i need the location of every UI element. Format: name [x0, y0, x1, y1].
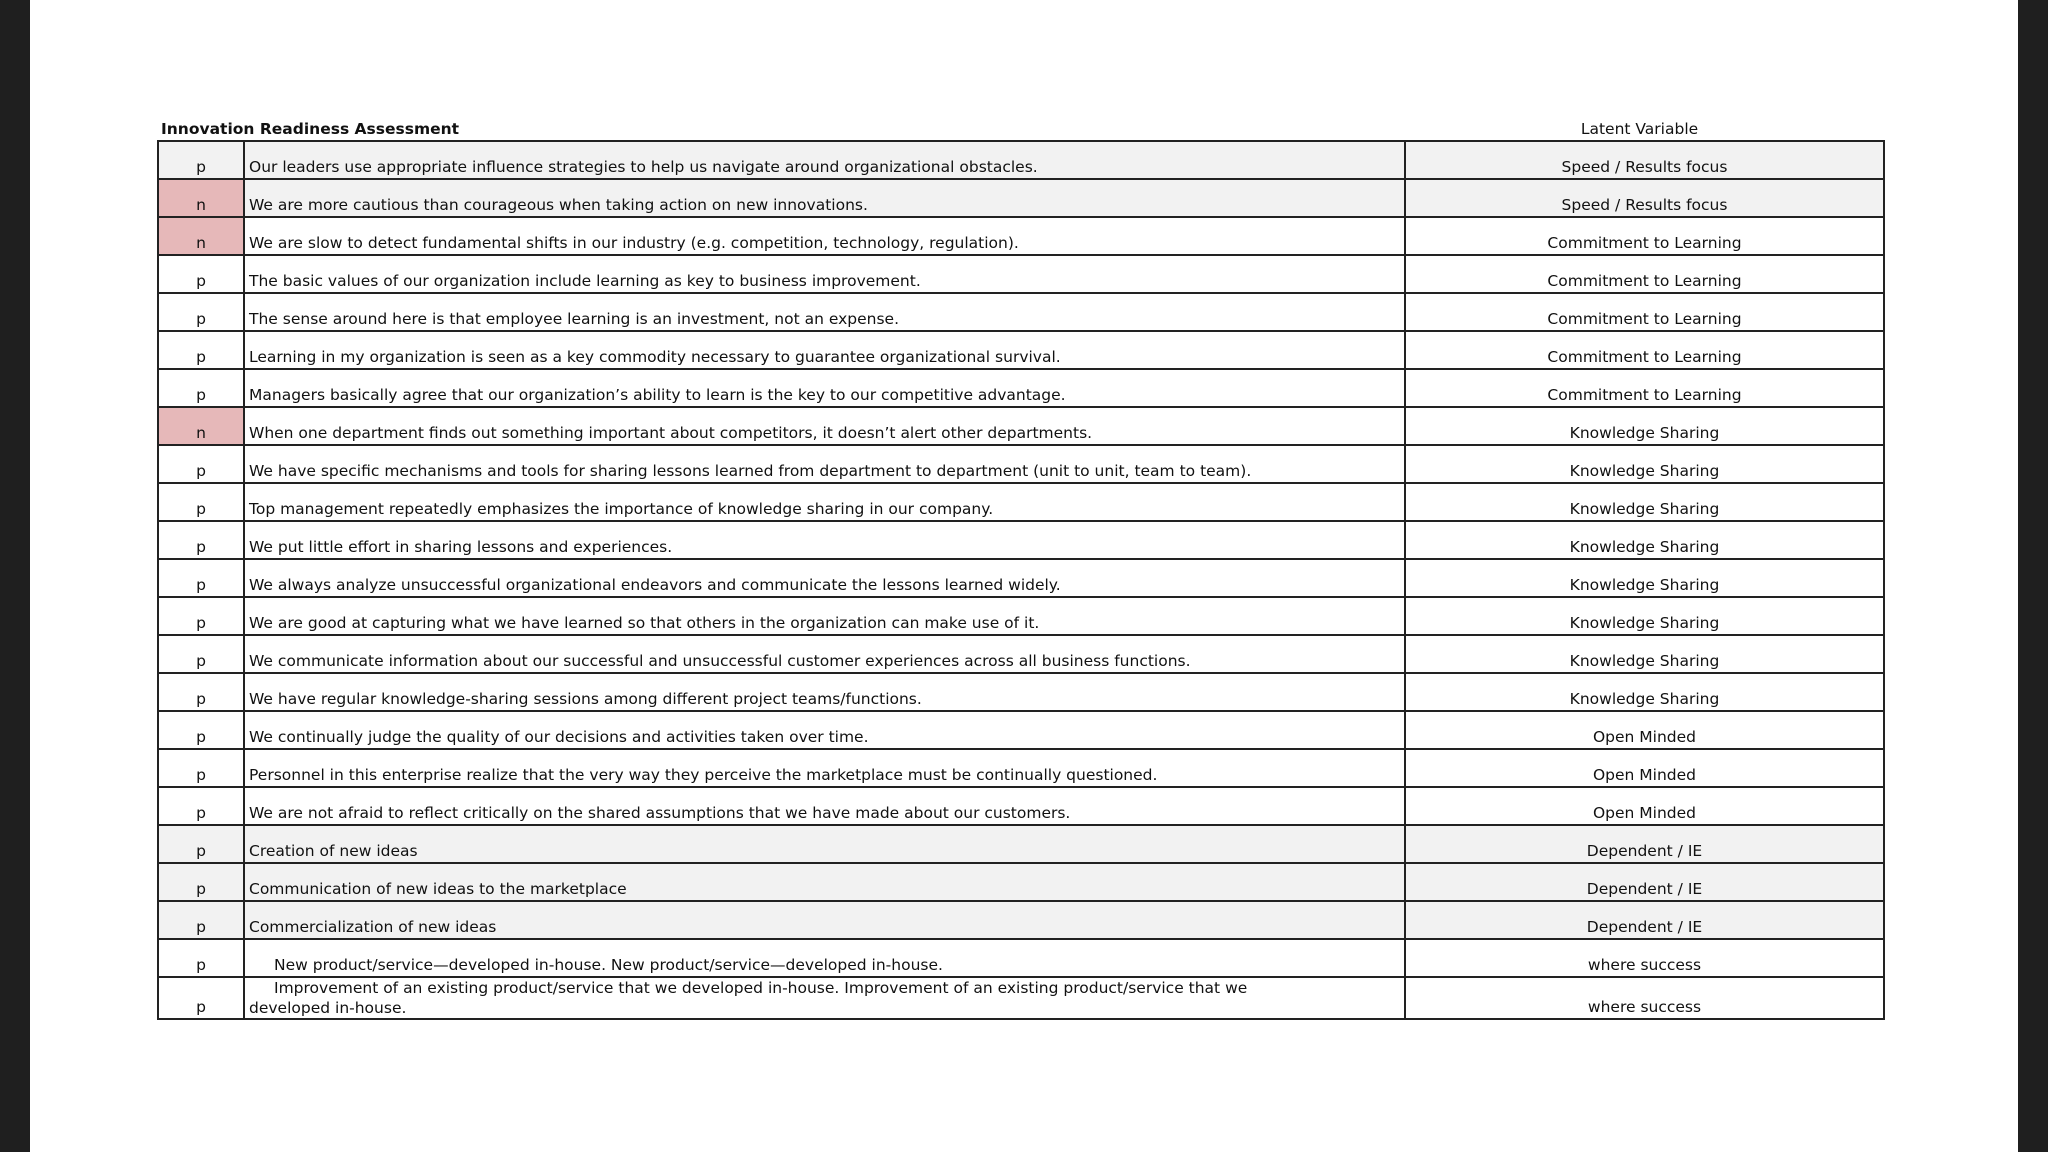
table-row: [158, 217, 1884, 255]
polarity-cell: p: [158, 863, 244, 901]
table-row: [158, 749, 1884, 787]
statement-cell: Creation of new ideas: [244, 825, 1405, 863]
statement-cell: Top management repeatedly emphasizes the importance of knowledge sharing in our company.: [244, 483, 1405, 521]
polarity-cell: p: [158, 939, 244, 977]
polarity-cell: p: [158, 483, 244, 521]
statement-line: developed in-house.: [249, 999, 407, 1017]
latent-variable-cell: Commitment to Learning: [1405, 331, 1884, 369]
polarity-cell: p: [158, 635, 244, 673]
table-row: [158, 141, 1884, 179]
latent-variable-cell: Knowledge Sharing: [1405, 597, 1884, 635]
latent-variable-cell: Commitment to Learning: [1405, 255, 1884, 293]
polarity-cell: p: [158, 901, 244, 939]
polarity-cell: n: [158, 217, 244, 255]
polarity-cell: p: [158, 293, 244, 331]
polarity-cell: p: [158, 559, 244, 597]
statement-cell: We have regular knowledge-sharing sessions among different project teams/functions.: [244, 673, 1405, 711]
polarity-cell: p: [158, 369, 244, 407]
latent-variable-cell: Commitment to Learning: [1405, 369, 1884, 407]
table-row: [158, 559, 1884, 597]
statement-line: Improvement of an existing product/service that we developed in-house. Improvement of an existing product/service that we: [274, 979, 1248, 997]
latent-variable-cell: Knowledge Sharing: [1405, 445, 1884, 483]
statement-cell: We are more cautious than courageous when taking action on new innovations.: [244, 179, 1405, 217]
table-row: [158, 407, 1884, 445]
table-row: [158, 293, 1884, 331]
table-row: [158, 635, 1884, 673]
assessment-title: Innovation Readiness Assessment: [161, 120, 460, 138]
statement-cell: New product/service—developed in-house. New product/service—developed in-house.: [244, 939, 1405, 977]
polarity-cell: p: [158, 141, 244, 179]
statement-cell: When one department finds out something important about competitors, it doesn’t alert other departments.: [244, 407, 1405, 445]
statement-cell: Our leaders use appropriate influence strategies to help us navigate around organizational obstacles.: [244, 141, 1405, 179]
statement-cell: We are good at capturing what we have learned so that others in the organization can make use of it.: [244, 597, 1405, 635]
latent-variable-header: Latent Variable: [1580, 120, 1699, 138]
statement-cell: We have specific mechanisms and tools for sharing lessons learned from department to department (unit to unit, team to team).: [244, 445, 1405, 483]
polarity-cell: p: [158, 255, 244, 293]
polarity-cell: p: [158, 673, 244, 711]
polarity-cell: p: [158, 711, 244, 749]
table-row: [158, 369, 1884, 407]
table-row: [158, 825, 1884, 863]
polarity-cell: p: [158, 749, 244, 787]
polarity-cell: p: [158, 825, 244, 863]
polarity-cell: p: [158, 787, 244, 825]
statement-cell: Communication of new ideas to the marketplace: [244, 863, 1405, 901]
statement-cell: The basic values of our organization include learning as key to business improvement.: [244, 255, 1405, 293]
latent-variable-cell: Dependent / IE: [1405, 825, 1884, 863]
table-row: [158, 787, 1884, 825]
statement-cell: Learning in my organization is seen as a key commodity necessary to guarantee organizational survival.: [244, 331, 1405, 369]
table-row: [158, 597, 1884, 635]
latent-variable-cell: where success: [1405, 939, 1884, 977]
latent-variable-cell: Dependent / IE: [1405, 901, 1884, 939]
table-row: [158, 863, 1884, 901]
table-row: [158, 711, 1884, 749]
latent-variable-cell: Knowledge Sharing: [1405, 483, 1884, 521]
table-row: [158, 901, 1884, 939]
polarity-cell: p: [158, 977, 244, 1019]
latent-variable-cell: Knowledge Sharing: [1405, 673, 1884, 711]
latent-variable-cell: Open Minded: [1405, 787, 1884, 825]
latent-variable-cell: Speed / Results focus: [1405, 141, 1884, 179]
statement-cell: We are not afraid to reflect critically on the shared assumptions that we have made about our customers.: [244, 787, 1405, 825]
latent-variable-cell: Open Minded: [1405, 711, 1884, 749]
latent-variable-cell: Knowledge Sharing: [1405, 521, 1884, 559]
statement-cell: We put little effort in sharing lessons and experiences.: [244, 521, 1405, 559]
polarity-cell: n: [158, 179, 244, 217]
latent-variable-cell: where success: [1405, 977, 1884, 1019]
table-row: [158, 939, 1884, 977]
latent-variable-cell: Speed / Results focus: [1405, 179, 1884, 217]
polarity-cell: p: [158, 521, 244, 559]
table-row: [158, 331, 1884, 369]
table-row: [158, 445, 1884, 483]
table-row: [158, 483, 1884, 521]
statement-cell: We communicate information about our successful and unsuccessful customer experiences across all business functions.: [244, 635, 1405, 673]
table-row: [158, 673, 1884, 711]
table-row: [158, 179, 1884, 217]
latent-variable-cell: Commitment to Learning: [1405, 217, 1884, 255]
statement-cell: Personnel in this enterprise realize that the very way they perceive the marketplace must be continually questioned.: [244, 749, 1405, 787]
assessment-table: [157, 140, 1885, 1020]
latent-variable-cell: Commitment to Learning: [1405, 293, 1884, 331]
statement-cell: The sense around here is that employee learning is an investment, not an expense.: [244, 293, 1405, 331]
table-row: [158, 255, 1884, 293]
table-row: [158, 977, 1884, 1019]
latent-variable-cell: Open Minded: [1405, 749, 1884, 787]
polarity-cell: p: [158, 597, 244, 635]
latent-variable-cell: Dependent / IE: [1405, 863, 1884, 901]
polarity-cell: p: [158, 445, 244, 483]
statement-cell: We continually judge the quality of our decisions and activities taken over time.: [244, 711, 1405, 749]
polarity-cell: p: [158, 331, 244, 369]
statement-cell: We are slow to detect fundamental shifts in our industry (e.g. competition, technology, regulation).: [244, 217, 1405, 255]
table-row: [158, 521, 1884, 559]
latent-variable-cell: Knowledge Sharing: [1405, 407, 1884, 445]
statement-cell: We always analyze unsuccessful organizational endeavors and communicate the lessons learned widely.: [244, 559, 1405, 597]
latent-variable-cell: Knowledge Sharing: [1405, 559, 1884, 597]
polarity-cell: n: [158, 407, 244, 445]
statement-cell: [244, 977, 1405, 1019]
statement-cell: Managers basically agree that our organization’s ability to learn is the key to our competitive advantage.: [244, 369, 1405, 407]
latent-variable-cell: Knowledge Sharing: [1405, 635, 1884, 673]
document-page: [30, 0, 2018, 1152]
statement-cell: Commercialization of new ideas: [244, 901, 1405, 939]
